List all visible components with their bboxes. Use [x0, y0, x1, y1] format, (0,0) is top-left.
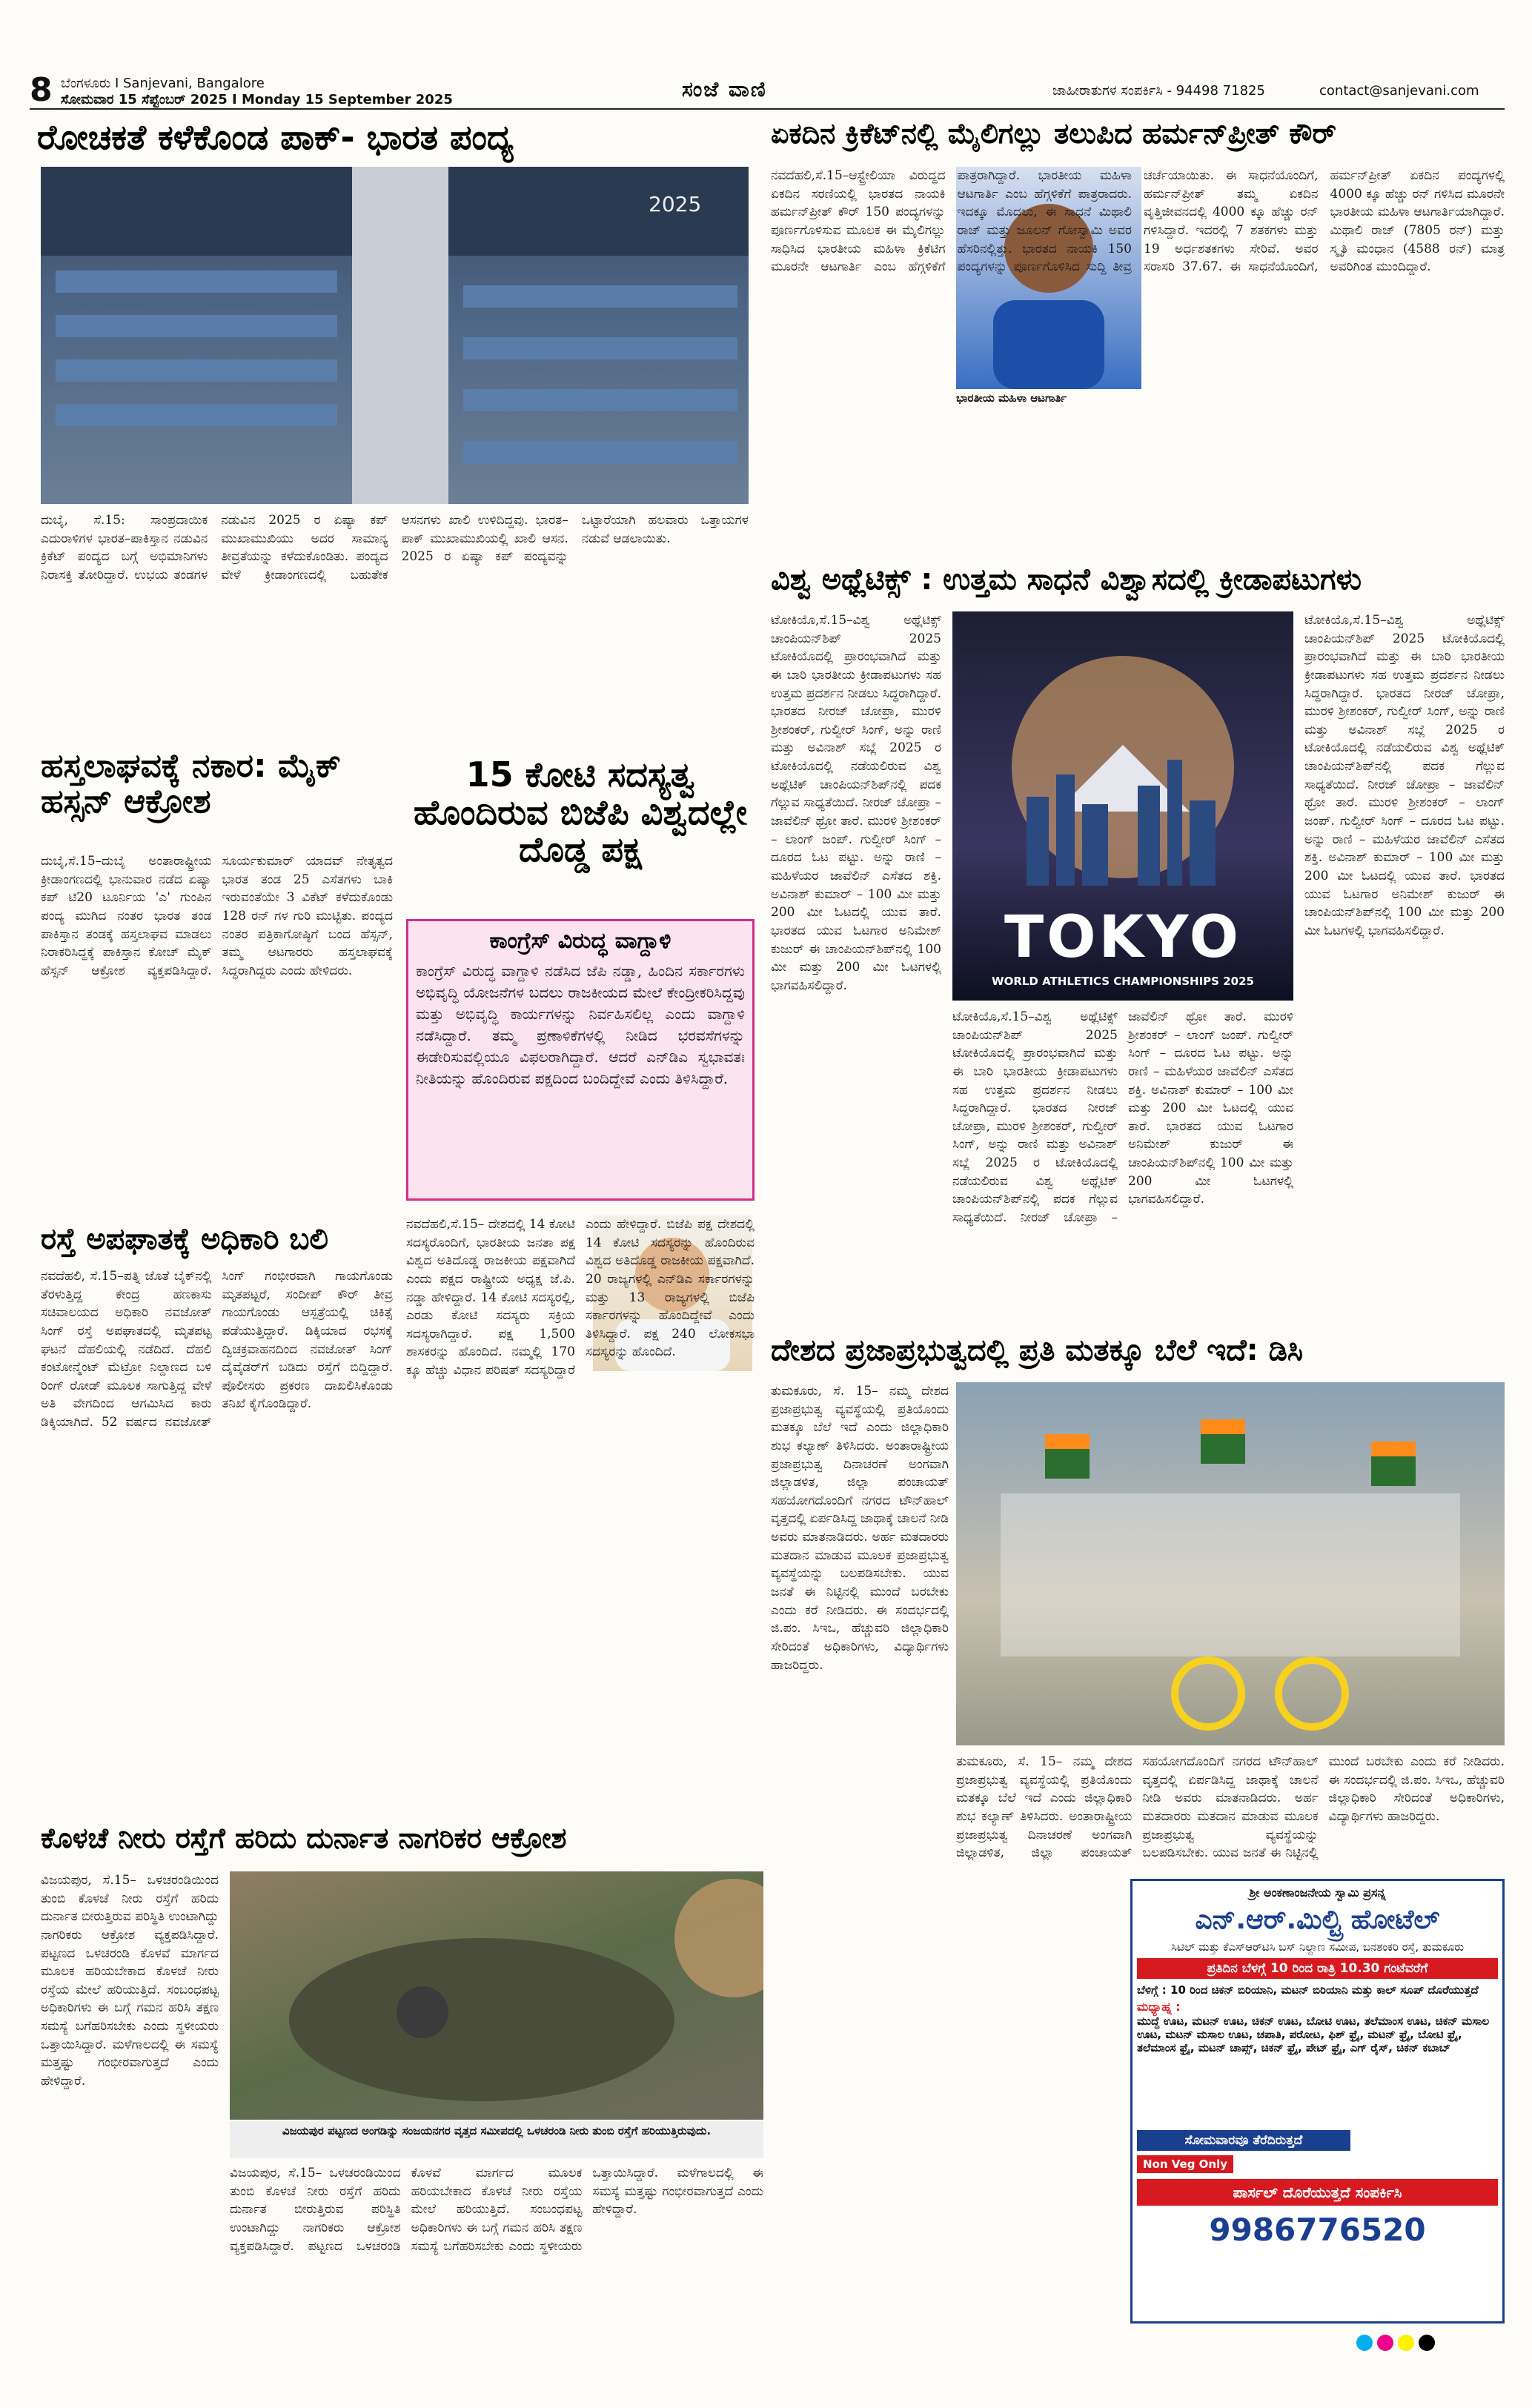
- ad-phone[interactable]: 9986776520: [1209, 2212, 1426, 2248]
- athletics-headline: ವಿಶ್ವ ಅಥ್ಲೆಟಿಕ್ಸ್ : ಉತ್ತಮ ಸಾಧನೆ ವಿಶ್ವಾಸದಲ್ಲಿ ಕ್ರೀಡಾಪಟುಗಳು: [771, 563, 1362, 597]
- pak-india-body: ದುಬೈ, ಸೆ.15: ಸಾಂಪ್ರದಾಯಿಕ ಎದುರಾಳಿಗಳ ಭಾರತ–ಪಾಕಿಸ್ತಾನ ನಡುವಿನ ಕ್ರಿಕೆಟ್ ಪಂದ್ಯದ ಬಗ್ಗೆ ಅಭಿಮಾನಿಗಳು ನಿರಾಸಕ್ತಿ ತೋರಿದ್ದಾರೆ. ಉಭಯ ತಂಡಗಳ ನಡುವಿನ 2025 ರ ಏಷ್ಯಾ ಕಪ್ ಮುಖಾಮುಖಿಯು ಅದರ ಸಾಮಾನ್ಯ ತೀವ್ರತೆಯನ್ನು ಕಳೆದುಕೊಂಡಿತು. ಪಂದ್ಯದ ವೇಳೆ ಕ್ರೀಡಾಂಗಣದಲ್ಲಿ ಬಹುತೇಕ ಆಸನಗಳು ಖಾಲಿ ಉಳಿದಿದ್ದವು. ಭಾರತ–ಪಾಕ್ ಮುಖಾಮುಖಿಯಲ್ಲಿ ಖಾಲಿ ಆಸನ. 2025 ರ ಏಷ್ಯಾ ಕಪ್ ಪಂದ್ಯವನ್ನು ಒಟ್ಟಾರೆಯಾಗಿ ಹಲವಾರು ಒತ್ತಾಯಗಳ ನಡುವೆ ಆಡಲಾಯಿತು.: [41, 513, 749, 583]
- poster-subtitle: WORLD ATHLETICS CHAMPIONSHIPS 2025: [992, 975, 1254, 988]
- congress-box-title: ಕಾಂಗ್ರೆಸ್ ವಿರುದ್ಧ ವಾಗ್ದಾಳಿ: [489, 928, 672, 954]
- ad-breakfast: ಬೆಳಿಗ್ಗೆ : 10 ರಿಂದ ಚಿಕನ್ ಬಿರಿಯಾನಿ, ಮಟನ್ ಬಿರಿಯಾನಿ ಮತ್ತು ಕಾಲ್ ಸೂಪ್ ದೊರೆಯುತ್ತದೆ: [1137, 1983, 1479, 1997]
- harmanpreet-caption: ಭಾರತೀಯ ಮಹಿಳಾ ಆಟಗಾರ್ತಿ: [956, 391, 1067, 405]
- rally-illustration: [956, 1382, 1505, 1745]
- handshake-body: ದುಬೈ,ಸೆ.15–ದುಬೈ ಅಂತಾರಾಷ್ಟ್ರೀಯ ಕ್ರೀಡಾಂಗಣದಲ್ಲಿ ಭಾನುವಾರ ನಡೆದ ಏಷ್ಯಾ ಕಪ್ ಟಿ20 ಟೂರ್ನಿಯ 'ಎ' ಗುಂಪಿನ ಪಂದ್ಯ ಮುಗಿದ ನಂತರ ಭಾರತ ತಂಡ ಪಾಕಿಸ್ತಾನ ತಂಡಕ್ಕೆ ಹಸ್ತಲಾಘವ ಮಾಡಲು ನಿರಾಕರಿಸಿದ್ದಕ್ಕೆ ಪಾಕಿಸ್ತಾನ ಕೋಚ್ ಮೈಕ್ ಹೆಸ್ಸನ್ ಆಕ್ರೋಶ ವ್ಯಕ್ತಪಡಿಸಿದ್ದಾರೆ. ಸೂರ್ಯಕುಮಾರ್ ಯಾದವ್ ನೇತೃತ್ವದ ಭಾರತ ತಂಡ 25 ಎಸೆತಗಳು ಬಾಕಿ ಇರುವಂತೆಯೇ 3 ವಿಕೆಟ್ ಕಳೆದುಕೊಂಡು 128 ರನ್ ಗಳ ಗುರಿ ಮುಟ್ಟಿತು. ಪಂದ್ಯದ ನಂತರ ಪತ್ರಿಕಾಗೋಷ್ಠಿಗೆ ಬಂದ ಹೆಸ್ಸನ್, ತಮ್ಮ ಆಟಗಾರರು ಹಸ್ತಲಾಘವಕ್ಕೆ ಸಿದ್ಧರಾಗಿದ್ದರು ಎಂದು ಹೇಳಿದರು.: [41, 854, 393, 978]
- tokyo-poster: [952, 611, 1293, 1001]
- athletics-body-middle: ಟೋಕಿಯೊ,ಸೆ.15–ವಿಶ್ವ ಅಥ್ಲೆಟಿಕ್ಸ್ ಚಾಂಪಿಯನ್‌ಶಿಪ್ 2025 ಟೋಕಿಯೊದಲ್ಲಿ ಪ್ರಾರಂಭವಾಗಿದೆ ಮತ್ತು ಈ ಬಾರಿ ಭಾರತೀಯ ಕ್ರೀಡಾಪಟುಗಳು ಸಹ ಉತ್ತಮ ಪ್ರದರ್ಶನ ನೀಡಲು ಸಿದ್ಧರಾಗಿದ್ದಾರೆ. ಭಾರತದ ನೀರಜ್ ಚೋಪ್ರಾ, ಮುರಳಿ ಶ್ರೀಶಂಕರ್, ಗುಲ್ವೀರ್ ಸಿಂಗ್, ಅನ್ನು ರಾಣಿ ಮತ್ತು ಅವಿನಾಶ್ ಸಬ್ಲೆ 2025 ರ ಟೋಕಿಯೊದಲ್ಲಿ ನಡೆಯಲಿರುವ ವಿಶ್ವ ಅಥ್ಲೆಟಿಕ್ ಚಾಂಪಿಯನ್‌ಶಿಪ್‌ನಲ್ಲಿ ಪದಕ ಗೆಲ್ಲುವ ಸಾಧ್ಯತೆಯಿದೆ. ನೀರಜ್ ಚೋಪ್ರಾ – ಜಾವೆಲಿನ್ ಥ್ರೋ ತಾರೆ. ಮುರಳಿ ಶ್ರೀಶಂಕರ್ – ಲಾಂಗ್ ಜಂಪ್. ಗುಲ್ವೀರ್ ಸಿಂಗ್ – ದೂರದ ಓಟ ಪಟ್ಟು. ಅನ್ನು ರಾಣಿ – ಮಹಿಳೆಯರ ಜಾವೆಲಿನ್ ಎಸೆತದ ಶಕ್ತಿ. ಅವಿನಾಶ್ ಕುಮಾರ್ – 100 ಮೀ ಮತ್ತು 200 ಮೀ ಓಟದಲ್ಲಿ ಯುವ ತಾರೆ. ಭಾರತದ ಯುವ ಓಟಗಾರ ಅನಿಮೇಶ್ ಕುಜುರ್ ಈ ಚಾಂಪಿಯನ್‌ಶಿಪ್‌ನಲ್ಲಿ 100 ಮೀ ಮತ್ತು 200 ಮೀ ಓಟಗಳಲ್ಲಿ ಭಾಗವಹಿಸಲಿದ್ದಾರೆ.: [952, 1009, 1293, 1226]
- sewage-body-right: ವಿಜಯಪುರ, ಸೆ.15– ಒಳಚರಂಡಿಯಿಂದ ತುಂಬಿ ಕೊಳಚೆ ನೀರು ರಸ್ತೆಗೆ ಹರಿದು ದುರ್ನಾತ ಬೀರುತ್ತಿರುವ ಪರಿಸ್ಥಿತಿ ಉಂಟಾಗಿದ್ದು ನಾಗರಿಕರು ಆಕ್ರೋಶ ವ್ಯಕ್ತಪಡಿಸಿದ್ದಾರೆ. ಪಟ್ಟಣದ ಒಳಚರಂಡಿ ಕೊಳವೆ ಮಾರ್ಗದ ಮೂಲಕ ಹರಿಯಬೇಕಾದ ಕೊಳಚೆ ನೀರು ರಸ್ತೆಯ ಮೇಲೆ ಹರಿಯುತ್ತಿದೆ. ಸಂಬಂಧಪಟ್ಟ ಅಧಿಕಾರಿಗಳು ಈ ಬಗ್ಗೆ ಗಮನ ಹರಿಸಿ ತಕ್ಷಣ ಸಮಸ್ಯೆ ಬಗೆಹರಿಸಬೇಕು ಎಂದು ಸ್ಥಳೀಯರು ಒತ್ತಾಯಿಸಿದ್ದಾರೆ. ಮಳೆಗಾಲದಲ್ಲಿ ಈ ಸಮಸ್ಯೆ ಮತ್ತಷ್ಟು ಗಂಭೀರವಾಗುತ್ತದೆ ಎಂದು ಹೇಳಿದ್ದಾರೆ.: [230, 2166, 763, 2254]
- rally-photo: [956, 1382, 1505, 1745]
- harmanpreet-headline: ಏಕದಿನ ಕ್ರಿಕೆಟ್‌ನಲ್ಲಿ ಮೈಲಿಗಲ್ಲು ತಲುಪಿದ ಹರ್ಮನ್‌ಪ್ರೀತ್ ಕೌರ್: [771, 117, 1336, 150]
- pak-india-headline: ರೋಚಕತೆ ಕಳೆಕೊಂಡ ಪಾಕ್- ಭಾರತ ಪಂದ್ಯ: [37, 117, 514, 157]
- ad-hours: ಪ್ರತಿದಿನ ಬೆಳಗ್ಗೆ 10 ರಿಂದ ರಾತ್ರಿ 10.30 ಗಂಟೆವರೆಗೆ: [1137, 1958, 1498, 1979]
- sewage-illustration: [230, 1871, 763, 2120]
- hotel-ad[interactable]: [1130, 1879, 1505, 2324]
- ad-top-line: ಶ್ರೀ ಅಂಕಣಾಂಜನೇಯ ಸ್ವಾಮಿ ಪ್ರಸನ್ನ: [1249, 1885, 1386, 1900]
- congress-box: [406, 919, 755, 1201]
- democracy-headline: ದೇಶದ ಪ್ರಜಾಪ್ರಭುತ್ವದಲ್ಲಿ ಪ್ರತಿ ಮತಕ್ಕೂ ಬೆಲೆ ಇದೆ: ಡಿಸಿ: [771, 1333, 1304, 1367]
- sewage-caption: ವಿಜಯಪುರ ಪಟ್ಟಣದ ಅಂಗಡಿನ್ನು ಸಂಜಯನಗರ ವೃತ್ತದ ಸಮೀಪದಲ್ಲಿ ಒಳಚರಂಡಿ ನೀರು ತುಂಬಿ ರಸ್ತೆಗೆ ಹರಿಯುತ್ತಿರುವುದು.: [230, 2121, 763, 2158]
- ad-address: ಸಿಟಿಲ್ ಮತ್ತು ಕೆಎಸ್‌ಆರ್‌ಟಿಸಿ ಬಸ್ ನಿಲ್ದಾಣ ಸಮೀಪ, ಬನಶಂಕರಿ ರಸ್ತೆ, ತುಮಕೂರು: [1171, 1940, 1464, 1954]
- ad-veg-tag: Non Veg Only: [1137, 2155, 1233, 2173]
- congress-box-body: ಕಾಂಗ್ರೆಸ್ ವಿರುದ್ಧ ವಾಗ್ದಾಳಿ ನಡೆಸಿದ ಜೆಪಿ ನಡ್ಡಾ, ಹಿಂದಿನ ಸರ್ಕಾರಗಳು ಅಭಿವೃದ್ಧಿ ಯೋಜನೆಗಳ ಬದಲು ರಾಜಕೀಯದ ಮೇಲೆ ಕೇಂದ್ರೀಕರಿಸಿದ್ದವು ಮತ್ತು ಅಭಿವೃದ್ಧಿ ಕಾರ್ಯಗಳನ್ನು ನಿರ್ವಹಿಸಲಿಲ್ಲ ಎಂದು ವಾಗ್ದಾಳಿ ನಡೆಸಿದ್ದಾರೆ. ತಮ್ಮ ಪ್ರಣಾಳಿಕೆಗಳಲ್ಲಿ ನೀಡಿದ ಭರವಸೆಗಳನ್ನು ಈಡೇರಿಸುವಲ್ಲಿಯೂ ವಿಫಲರಾಗಿದ್ದಾರೆ. ಆದರೆ ಎನ್‌ಡಿಎ ಸ್ವಭಾವತಃ ನೀತಿಯನ್ನು ಹೊಂದಿರುವ ಪಕ್ಷದಿಂದ ಬಂದಿದ್ದೇವೆ ಎಂದು ತಿಳಿಸಿದ್ದಾರೆ.: [416, 962, 745, 1087]
- stadium-illustration: [41, 167, 749, 504]
- sewage-photo: [230, 1871, 763, 2120]
- ad-lunch-label: ಮಧ್ಯಾಹ್ನ :: [1137, 2000, 1181, 2014]
- ad-closed: ಸೋಮವಾರವೂ ತೆರೆದಿರುತ್ತದೆ: [1137, 2130, 1350, 2151]
- poster-title: TOKYO: [1004, 904, 1241, 971]
- cmyk-marks: [1356, 2335, 1505, 2357]
- accident-body: ನವದೆಹಲಿ, ಸೆ.15–ಪತ್ನಿ ಜೊತೆ ಬೈಕ್‌ನಲ್ಲಿ ತೆರಳುತ್ತಿದ್ದ ಕೇಂದ್ರ ಹಣಕಾಸು ಸಚಿವಾಲಯದ ಅಧಿಕಾರಿ ನವಜೋತ್ ಸಿಂಗ್ ರಸ್ತೆ ಅಪಘಾತದಲ್ಲಿ ಮೃತಪಟ್ಟ ಘಟನೆ ದೆಹಲಿಯಲ್ಲಿ ನಡೆದಿದೆ. ದೆಹಲಿ ಕಂಟೋನ್ಮೆಂಟ್ ಮೆಟ್ರೋ ನಿಲ್ದಾಣದ ಬಳಿ ರಿಂಗ್ ರೋಡ್ ಮೂಲಕ ಸಾಗುತ್ತಿದ್ದ ವೇಳೆ ಅತಿ ವೇಗದಿಂದ ಆಗಮಿಸಿದ ಕಾರು ಡಿಕ್ಕಿಯಾಗಿದೆ. 52 ವರ್ಷದ ನವಜೋತ್ ಸಿಂಗ್ ಗಂಭೀರವಾಗಿ ಗಾಯಗೊಂಡು ಮೃತಪಟ್ಟರೆ, ಸಂದೀಪ್ ಕೌರ್ ತೀವ್ರ ಗಾಯಗೊಂಡು ಆಸ್ಪತ್ರೆಯಲ್ಲಿ ಚಿಕಿತ್ಸೆ ಪಡೆಯುತ್ತಿದ್ದಾರೆ. ಡಿಕ್ಕಿಯಾದ ರಭಸಕ್ಕೆ ದ್ವಿಚಕ್ರವಾಹನದಿಂದ ನವಜೋತ್ ಸಿಂಗ್ ದೈವೈಡರ್‌ಗೆ ಬಡಿದು ರಸ್ತೆಗೆ ಬಿದ್ದಿದ್ದಾರೆ. ಪೊಲೀಸರು ಪ್ರಕರಣ ದಾಖಲಿಸಿಕೊಂಡು ತನಿಖೆ ಕೈಗೊಂಡಿದ್ದಾರೆ.: [41, 1269, 393, 1430]
- handshake-headline: ಹಸ್ತಲಾಘವಕ್ಕೆ ನಕಾರ: ಮೈಕ್ ಹಸ್ಸನ್ ಆಕ್ರೋಶ: [41, 747, 342, 821]
- black-dot: [1419, 2335, 1435, 2351]
- athletics-body-right: ಟೋಕಿಯೊ,ಸೆ.15–ವಿಶ್ವ ಅಥ್ಲೆಟಿಕ್ಸ್ ಚಾಂಪಿಯನ್‌ಶಿಪ್ 2025 ಟೋಕಿಯೊದಲ್ಲಿ ಪ್ರಾರಂಭವಾಗಿದೆ ಮತ್ತು ಈ ಬಾರಿ ಭಾರತೀಯ ಕ್ರೀಡಾಪಟುಗಳು ಸಹ ಉತ್ತಮ ಪ್ರದರ್ಶನ ನೀಡಲು ಸಿದ್ಧರಾಗಿದ್ದಾರೆ. ಭಾರತದ ನೀರಜ್ ಚೋಪ್ರಾ, ಮುರಳಿ ಶ್ರೀಶಂಕರ್, ಗುಲ್ವೀರ್ ಸಿಂಗ್, ಅನ್ನು ರಾಣಿ ಮತ್ತು ಅವಿನಾಶ್ ಸಬ್ಲೆ 2025 ರ ಟೋಕಿಯೊದಲ್ಲಿ ನಡೆಯಲಿರುವ ವಿಶ್ವ ಅಥ್ಲೆಟಿಕ್ ಚಾಂಪಿಯನ್‌ಶಿಪ್‌ನಲ್ಲಿ ಪದಕ ಗೆಲ್ಲುವ ಸಾಧ್ಯತೆಯಿದೆ. ನೀರಜ್ ಚೋಪ್ರಾ – ಜಾವೆಲಿನ್ ಥ್ರೋ ತಾರೆ. ಮುರಳಿ ಶ್ರೀಶಂಕರ್ – ಲಾಂಗ್ ಜಂಪ್. ಗುಲ್ವೀರ್ ಸಿಂಗ್ – ದೂರದ ಓಟ ಪಟ್ಟು. ಅನ್ನು ರಾಣಿ – ಮಹಿಳೆಯರ ಜಾವೆಲಿನ್ ಎಸೆತದ ಶಕ್ತಿ. ಅವಿನಾಶ್ ಕುಮಾರ್ – 100 ಮೀ ಮತ್ತು 200 ಮೀ ಓಟದಲ್ಲಿ ಯುವ ತಾರೆ. ಭಾರತದ ಯುವ ಓಟಗಾರ ಅನಿಮೇಶ್ ಕುಜುರ್ ಈ ಚಾಂಪಿಯನ್‌ಶಿಪ್‌ನಲ್ಲಿ 100 ಮೀ ಮತ್ತು 200 ಮೀ ಓಟಗಳಲ್ಲಿ ಭಾಗವಹಿಸಲಿದ್ದಾರೆ.: [1304, 613, 1505, 938]
- sewage-headline: ಕೊಳಚೆ ನೀರು ರಸ್ತೆಗೆ ಹರಿದು ದುರ್ನಾತ ನಾಗರಿಕರ ಆಕ್ರೋಶ: [41, 1822, 567, 1854]
- accident-headline: ರಸ್ತೆ ಅಪಘಾತಕ್ಕೆ ಅಧಿಕಾರಿ ಬಲಿ: [41, 1222, 328, 1256]
- bjp-body: ನವದೆಹಲಿ,ಸೆ.15– ದೇಶದಲ್ಲಿ 14 ಕೋಟಿ ಸದಸ್ಯರೊಂದಿಗೆ, ಭಾರತೀಯ ಜನತಾ ಪಕ್ಷ ವಿಶ್ವದ ಅತಿದೊಡ್ಡ ರಾಜಕೀಯ ಪಕ್ಷವಾಗಿದೆ ಎಂದು ಪಕ್ಷದ ರಾಷ್ಟ್ರೀಯ ಅಧ್ಯಕ್ಷ ಜೆ.ಪಿ. ನಡ್ಡಾ ಹೇಳಿದ್ದಾರೆ. 14 ಕೋಟಿ ಸದಸ್ಯರಲ್ಲಿ, ಎರಡು ಕೋಟಿ ಸದಸ್ಯರು ಸಕ್ರಿಯ ಸದಸ್ಯರಾಗಿದ್ದಾರೆ. ಪಕ್ಷ 1,500 ಶಾಸಕರನ್ನು ಹೊಂದಿದೆ. ನಮ್ಮಲ್ಲಿ 170 ಕ್ಕೂ ಹೆಚ್ಚು ವಿಧಾನ ಪರಿಷತ್ ಸದಸ್ಯರಿದ್ದಾರೆ ಎಂದು ಹೇಳಿದ್ದಾರೆ. ಬಿಜೆಪಿ ಪಕ್ಷ ದೇಶದಲ್ಲಿ 14 ಕೋಟಿ ಸದಸ್ಯರನ್ನು ಹೊಂದಿರುವ ವಿಶ್ವದ ಅತಿದೊಡ್ಡ ರಾಜಕೀಯ ಪಕ್ಷವಾಗಿದೆ. 20 ರಾಜ್ಯಗಳಲ್ಲಿ ಎನ್‌ಡಿಎ ಸರ್ಕಾರಗಳನ್ನು ಮತ್ತು 13 ರಾಜ್ಯಗಳಲ್ಲಿ ಬಿಜೆಪಿ ಸರ್ಕಾರಗಳನ್ನು ಹೊಂದಿದ್ದೇವೆ ಎಂದು ತಿಳಿಸಿದ್ದಾರೆ. ಪಕ್ಷ 240 ಲೋಕಸಭಾ ಸದಸ್ಯರನ್ನು ಹೊಂದಿದೆ.: [406, 1217, 755, 1379]
- democracy-body-right: ತುಮಕೂರು, ಸೆ. 15– ನಮ್ಮ ದೇಶದ ಪ್ರಜಾಪ್ರಭುತ್ವ ವ್ಯವಸ್ಥೆಯಲ್ಲಿ ಪ್ರತಿಯೊಂದು ಮತಕ್ಕೂ ಬೆಲೆ ಇದೆ ಎಂದು ಜಿಲ್ಲಾಧಿಕಾರಿ ಶುಭ ಕಲ್ಯಾಣ್ ತಿಳಿಸಿದರು. ಅಂತಾರಾಷ್ಟ್ರೀಯ ಪ್ರಜಾಪ್ರಭುತ್ವ ದಿನಾಚರಣೆ ಅಂಗವಾಗಿ ಜಿಲ್ಲಾಡಳಿತ, ಜಿಲ್ಲಾ ಪಂಚಾಯತ್ ಸಹಯೋಗದೊಂದಿಗೆ ನಗರದ ಟೌನ್‌ಹಾಲ್ ವೃತ್ತದಲ್ಲಿ ಏರ್ಪಡಿಸಿದ್ದ ಜಾಥಾಕ್ಕೆ ಚಾಲನೆ ನೀಡಿ ಅವರು ಮಾತನಾಡಿದರು. ಅರ್ಹ ಮತದಾರರು ಮತದಾನ ಮಾಡುವ ಮೂಲಕ ಪ್ರಜಾಪ್ರಭುತ್ವ ವ್ಯವಸ್ಥೆಯನ್ನು ಬಲಪಡಿಸಬೇಕು. ಯುವ ಜನತೆ ಈ ನಿಟ್ಟಿನಲ್ಲಿ ಮುಂದೆ ಬರಬೇಕು ಎಂದು ಕರೆ ನೀಡಿದರು. ಈ ಸಂದರ್ಭದಲ್ಲಿ ಜಿ.ಪಂ. ಸಿಇಒ, ಹೆಚ್ಚುವರಿ ಜಿಲ್ಲಾಧಿಕಾರಿ ಸೇರಿದಂತೆ ಅಧಿಕಾರಿಗಳು, ವಿದ್ಯಾರ್ಥಿಗಳು ಹಾಜರಿದ್ದರು.: [956, 1754, 1505, 1861]
- page-header: [30, 71, 1505, 110]
- ad-contact: ಜಾಹೀರಾತುಗಳ ಸಂಪರ್ಕಿಸಿ - 94498 71825: [1052, 83, 1265, 99]
- athletics-body-left: ಟೋಕಿಯೊ,ಸೆ.15–ವಿಶ್ವ ಅಥ್ಲೆಟಿಕ್ಸ್ ಚಾಂಪಿಯನ್‌ಶಿಪ್ 2025 ಟೋಕಿಯೊದಲ್ಲಿ ಪ್ರಾರಂಭವಾಗಿದೆ ಮತ್ತು ಈ ಬಾರಿ ಭಾರತೀಯ ಕ್ರೀಡಾಪಟುಗಳು ಸಹ ಉತ್ತಮ ಪ್ರದರ್ಶನ ನೀಡಲು ಸಿದ್ಧರಾಗಿದ್ದಾರೆ. ಭಾರತದ ನೀರಜ್ ಚೋಪ್ರಾ, ಮುರಳಿ ಶ್ರೀಶಂಕರ್, ಗುಲ್ವೀರ್ ಸಿಂಗ್, ಅನ್ನು ರಾಣಿ ಮತ್ತು ಅವಿನಾಶ್ ಸಬ್ಲೆ 2025 ರ ಟೋಕಿಯೊದಲ್ಲಿ ನಡೆಯಲಿರುವ ವಿಶ್ವ ಅಥ್ಲೆಟಿಕ್ ಚಾಂಪಿಯನ್‌ಶಿಪ್‌ನಲ್ಲಿ ಪದಕ ಗೆಲ್ಲುವ ಸಾಧ್ಯತೆಯಿದೆ. ನೀರಜ್ ಚೋಪ್ರಾ – ಜಾವೆಲಿನ್ ಥ್ರೋ ತಾರೆ. ಮುರಳಿ ಶ್ರೀಶಂಕರ್ – ಲಾಂಗ್ ಜಂಪ್. ಗುಲ್ವೀರ್ ಸಿಂಗ್ – ದೂರದ ಓಟ ಪಟ್ಟು. ಅನ್ನು ರಾಣಿ – ಮಹಿಳೆಯರ ಜಾವೆಲಿನ್ ಎಸೆತದ ಶಕ್ತಿ. ಅವಿನಾಶ್ ಕುಮಾರ್ – 100 ಮೀ ಮತ್ತು 200 ಮೀ ಓಟದಲ್ಲಿ ಯುವ ತಾರೆ. ಭಾರತದ ಯುವ ಓಟಗಾರ ಅನಿಮೇಶ್ ಕುಜುರ್ ಈ ಚಾಂಪಿಯನ್‌ಶಿಪ್‌ನಲ್ಲಿ 100 ಮೀ ಮತ್ತು 200 ಮೀ ಓಟಗಳಲ್ಲಿ ಭಾಗವಹಿಸಲಿದ್ದಾರೆ.: [771, 613, 941, 993]
- date-line: ಸೋಮವಾರ 15 ಸೆಪ್ಟೆಂಬರ್ 2025 I Monday 15 September 2025: [61, 92, 453, 107]
- magenta-dot: [1377, 2335, 1393, 2351]
- masthead: ಸಂಜೆ ವಾಣಿ: [682, 77, 767, 102]
- email: contact@sanjevani.com: [1319, 83, 1479, 99]
- sewage-body-left: ವಿಜಯಪುರ, ಸೆ.15– ಒಳಚರಂಡಿಯಿಂದ ತುಂಬಿ ಕೊಳಚೆ ನೀರು ರಸ್ತೆಗೆ ಹರಿದು ದುರ್ನಾತ ಬೀರುತ್ತಿರುವ ಪರಿಸ್ಥಿತಿ ಉಂಟಾಗಿದ್ದು ನಾಗರಿಕರು ಆಕ್ರೋಶ ವ್ಯಕ್ತಪಡಿಸಿದ್ದಾರೆ. ಪಟ್ಟಣದ ಒಳಚರಂಡಿ ಕೊಳವೆ ಮಾರ್ಗದ ಮೂಲಕ ಹರಿಯಬೇಕಾದ ಕೊಳಚೆ ನೀರು ರಸ್ತೆಯ ಮೇಲೆ ಹರಿಯುತ್ತಿದೆ. ಸಂಬಂಧಪಟ್ಟ ಅಧಿಕಾರಿಗಳು ಈ ಬಗ್ಗೆ ಗಮನ ಹರಿಸಿ ತಕ್ಷಣ ಸಮಸ್ಯೆ ಬಗೆಹರಿಸಬೇಕು ಎಂದು ಸ್ಥಳೀಯರು ಒತ್ತಾಯಿಸಿದ್ದಾರೆ. ಮಳೆಗಾಲದಲ್ಲಿ ಈ ಸಮಸ್ಯೆ ಮತ್ತಷ್ಟು ಗಂಭೀರವಾಗುತ್ತದೆ ಎಂದು ಹೇಳಿದ್ದಾರೆ.: [41, 1873, 219, 2089]
- stadium-photo: [41, 167, 749, 504]
- democracy-body-left: ತುಮಕೂರು, ಸೆ. 15– ನಮ್ಮ ದೇಶದ ಪ್ರಜಾಪ್ರಭುತ್ವ ವ್ಯವಸ್ಥೆಯಲ್ಲಿ ಪ್ರತಿಯೊಂದು ಮತಕ್ಕೂ ಬೆಲೆ ಇದೆ ಎಂದು ಜಿಲ್ಲಾಧಿಕಾರಿ ಶುಭ ಕಲ್ಯಾಣ್ ತಿಳಿಸಿದರು. ಅಂತಾರಾಷ್ಟ್ರೀಯ ಪ್ರಜಾಪ್ರಭುತ್ವ ದಿನಾಚರಣೆ ಅಂಗವಾಗಿ ಜಿಲ್ಲಾಡಳಿತ, ಜಿಲ್ಲಾ ಪಂಚಾಯತ್ ಸಹಯೋಗದೊಂದಿಗೆ ನಗರದ ಟೌನ್‌ಹಾಲ್ ವೃತ್ತದಲ್ಲಿ ಏರ್ಪಡಿಸಿದ್ದ ಜಾಥಾಕ್ಕೆ ಚಾಲನೆ ನೀಡಿ ಅವರು ಮಾತನಾಡಿದರು. ಅರ್ಹ ಮತದಾರರು ಮತದಾನ ಮಾಡುವ ಮೂಲಕ ಪ್ರಜಾಪ್ರಭುತ್ವ ವ್ಯವಸ್ಥೆಯನ್ನು ಬಲಪಡಿಸಬೇಕು. ಯುವ ಜನತೆ ಈ ನಿಟ್ಟಿನಲ್ಲಿ ಮುಂದೆ ಬರಬೇಕು ಎಂದು ಕರೆ ನೀಡಿದರು. ಈ ಸಂದರ್ಭದಲ್ಲಿ ಜಿ.ಪಂ. ಸಿಇಒ, ಹೆಚ್ಚುವರಿ ಜಿಲ್ಲಾಧಿಕಾರಿ ಸೇರಿದಂತೆ ಅಧಿಕಾರಿಗಳು, ವಿದ್ಯಾರ್ಥಿಗಳು ಹಾಜರಿದ್ದರು.: [771, 1384, 949, 1673]
- page-number: 8: [30, 71, 53, 109]
- ad-hotel-name: ಎನ್.ಆರ್.ಮಿಲ್ಟ್ರಿ ಹೋಟೆಲ್: [1195, 1905, 1440, 1935]
- ad-menu: ಮುದ್ದೆ ಊಟ, ಮಟನ್ ಊಟ, ಚಿಕನ್ ಊಟ, ಬೋಟಿ ಊಟ, ತಲೆಮಾಂಸ ಊಟ, ಚಿಕನ್ ಮಸಾಲ ಊಟ, ಮಟನ್ ಮಸಾಲ ಊಟ, ಚಪಾತಿ, ಪರೋಟ, ಫಿಶ್ ಫ್ರೈ, ಮಟನ್ ಫ್ರೈ, ಬೋಟಿ ಫ್ರೈ, ತಲೆಮಾಂಸ ಫ್ರೈ, ಮಟನ್ ಚಾಪ್ಸ್, ಚಿಕನ್ ಫ್ರೈ, ಪೇಟ್ ಫ್ರೈ, ಎಗ್ ರೈಸ್, ಚಿಕನ್ ಕಬಾಬ್: [1137, 2014, 1490, 2054]
- bjp-headline: 15 ಕೋಟಿ ಸದಸ್ಯತ್ವ ಹೊಂದಿರುವ ಬಿಜೆಪಿ ವಿಶ್ವದಲ್ಲೇ ದೊಡ್ಡ ಪಕ್ಷ: [413, 754, 748, 870]
- ad-parcel: ಪಾರ್ಸಲ್ ದೊರೆಯುತ್ತದೆ ಸಂಪರ್ಕಿಸಿ: [1137, 2179, 1498, 2206]
- svg-text:2025: 2025: [649, 192, 702, 216]
- city-line: ಬೆಂಗಳೂರು I Sanjevani, Bangalore: [61, 76, 265, 91]
- harmanpreet-body: ನವದೆಹಲಿ,ಸೆ.15–ಆಸ್ಟ್ರೇಲಿಯಾ ವಿರುದ್ಧದ ಏಕದಿನ ಸರಣಿಯಲ್ಲಿ ಭಾರತದ ನಾಯಕಿ ಹರ್ಮನ್‌ಪ್ರೀತ್ ಕೌರ್ 150 ಪಂದ್ಯಗಳನ್ನು ಪೂರ್ಣಗೊಳಿಸುವ ಮೂಲಕ ಈ ಮೈಲಿಗಲ್ಲು ಸಾಧಿಸಿದ ಭಾರತೀಯ ಮಹಿಳಾ ಕ್ರಿಕೆಟಿಗ ಮೂರನೇ ಆಟಗಾರ್ತಿ ಎಂಬ ಹೆಗ್ಗಳಿಕೆಗೆ ಪಾತ್ರರಾಗಿದ್ದಾರೆ. ಭಾರತೀಯ ಮಹಿಳಾ ಆಟಗಾರ್ತಿ ಎಂಬ ಹೆಗ್ಗಳಿಕೆಗೆ ಪಾತ್ರರಾದರು. ಇದಕ್ಕೂ ಮೊದಲು, ಈ ಸಾಧನೆ ಮಿಥಾಲಿ ರಾಜ್ ಮತ್ತು ಜೂಲನ್ ಗೋಸ್ವಾಮಿ ಅವರ ಹೆಸರಿನಲ್ಲಿತ್ತು. ಭಾರತದ ನಾಯಕಿ 150 ಪಂದ್ಯಗಳನ್ನು ಪೂರ್ಣಗೊಳಿಸಿದ ಸುದ್ದಿ ತೀವ್ರ ಚರ್ಚೆಯಾಯಿತು. ಈ ಸಾಧನೆಯೊಂದಿಗೆ, ಹರ್ಮನ್‌ಪ್ರೀತ್ ತಮ್ಮ ಏಕದಿನ ವೃತ್ತಿಜೀವನದಲ್ಲಿ 4000 ಕ್ಕೂ ಹೆಚ್ಚು ರನ್ ಗಳಿಸಿದ್ದಾರೆ. ಇದರಲ್ಲಿ 7 ಶತಕಗಳು ಮತ್ತು 19 ಅರ್ಧಶತಕಗಳು ಸೇರಿವೆ. ಅವರ ಸರಾಸರಿ 37.67. ಈ ಸಾಧನೆಯೊಂದಿಗೆ, ಹರ್ಮನ್‌ಪ್ರೀತ್ ಏಕದಿನ ಪಂದ್ಯಗಳಲ್ಲಿ 4000 ಕ್ಕೂ ಹೆಚ್ಚು ರನ್ ಗಳಿಸಿದ ಮೂರನೇ ಭಾರತೀಯ ಮಹಿಳಾ ಆಟಗಾರ್ತಿಯಾಗಿದ್ದಾರೆ. ಮಿಥಾಲಿ ರಾಜ್ (7805 ರನ್) ಮತ್ತು ಸ್ಮೃತಿ ಮಂಧಾನ (4588 ರನ್) ಮಾತ್ರ ಅವರಿಗಿಂತ ಮುಂದಿದ್ದಾರೆ.: [771, 168, 1505, 275]
- yellow-dot: [1398, 2335, 1414, 2351]
- cyan-dot: [1356, 2335, 1373, 2351]
